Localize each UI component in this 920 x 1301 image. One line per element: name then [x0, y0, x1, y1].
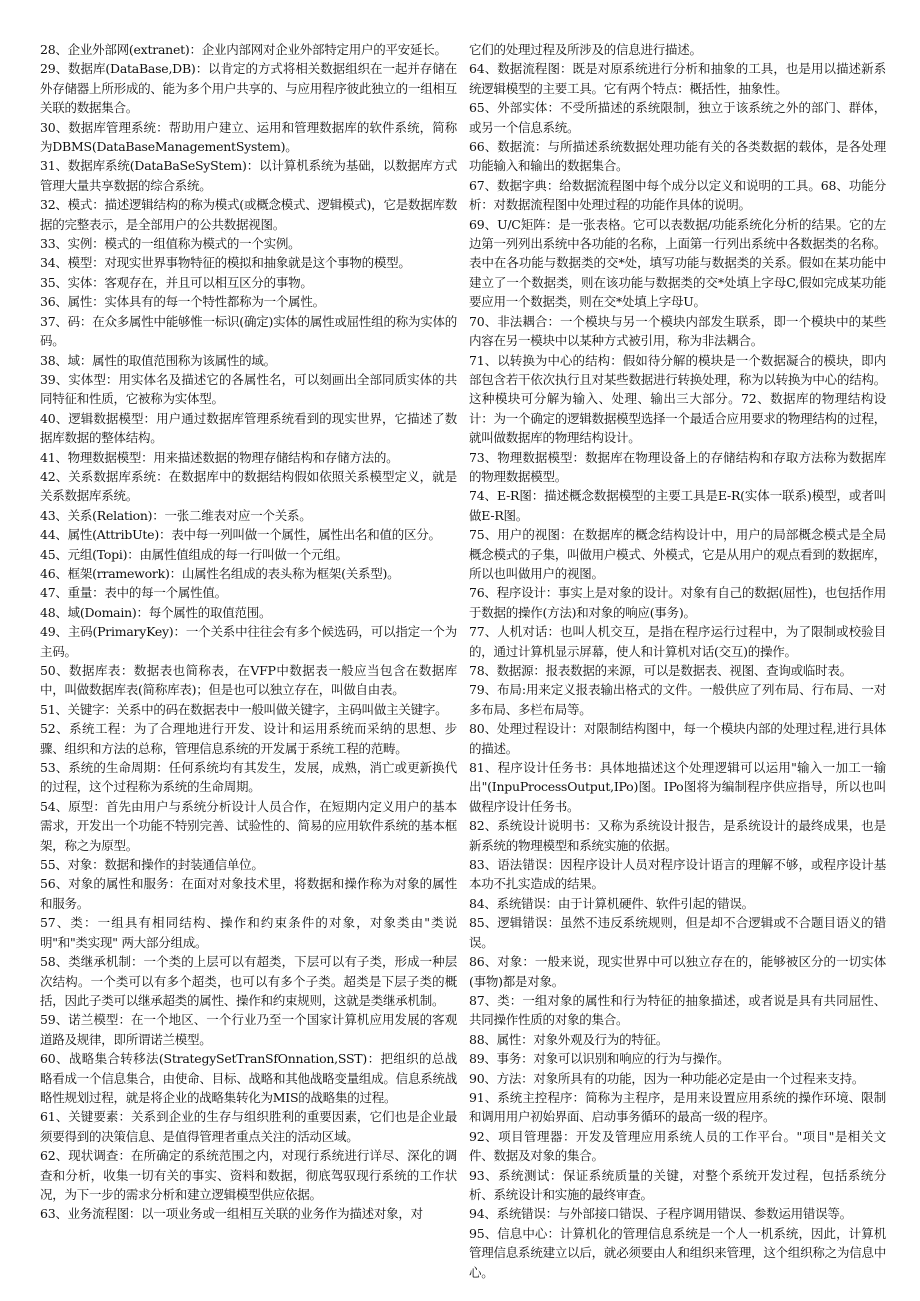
definition-entry: 33、实例：模式的一组值称为模式的一个实例。: [40, 236, 301, 252]
definition-entry: 91、系统主控程序：简称为主程序，是用来设置应用系统的操作环境、限制和调用用户初始界面、启动事务循环的最高一级的程序。: [469, 1089, 886, 1125]
definition-entry: 76、程序设计：事实上是对象的设计。对象有自己的数据(屈性)，也包括作用于数据的操作(方法)和对象的响应(事务)。: [469, 585, 886, 620]
definition-entry: 87、类：一组对象的属性和行为特征的抽象描述，或者说是具有共同屈性、共同操作性质的对象的集合。: [469, 992, 886, 1028]
definition-entry: 92、项目管理器：开发及管理应用系统人员的工作平台。"项目"是相关文件、数据及对象的集合。: [469, 1128, 886, 1164]
definition-entry: 53、系统的生命周期：任何系统均有其发生，发展，成熟，消亡或更新换代的过程，这个过程称为系统的生命周期。: [40, 760, 457, 795]
definition-entry: 80、处理过程设计：对限制结构图中，每一个模块内部的处理过程,进行具体的描述。: [469, 721, 886, 756]
definition-entry: 55、对象：数据和操作的封装通信单位。: [40, 857, 264, 873]
definition-entry: 36、属性：实体具有的每一个特性都称为一个属性。: [40, 294, 325, 310]
definition-entry: 69、U/C矩阵：是一张表格。它可以表数据/功能系统化分析的结果。它的左边第一列列出系统中各功能的名称，上面第一行列出系统中各数据类的名称。表中在各功能与数据类的交*处，填写功能与数据类的关系。假如在某功能中建立了一个数据类，则在该功能与数据类的交*处填上字母C,假如完成某功能要应用一个数据类，则在交*处填上字母U。: [469, 216, 886, 310]
definition-entry: 89、事务：对象可以识别和响应的行为与操作。: [469, 1051, 730, 1067]
definition-entry: 94、系统错误：与外部接口错误、子程序调用错误、参数运用错误等。: [469, 1206, 852, 1222]
definition-entry: 39、实体型：用实体名及描述它的各属性名，可以刻画出全部同质实体的共同特征和性质，它被称为实体型。: [40, 371, 457, 407]
definition-entry: 59、诺兰模型：在一个地区、一个行业乃至一个国家计算机应用发展的客观道路及规律，即所谓诺兰模型。: [40, 1012, 457, 1047]
definition-entry: 64、数据流程图：既是对原系统进行分析和抽象的工具，也是用以描述新系统逻辑模型的主要工具。它有两个特点：概括性，抽象性。: [469, 61, 886, 96]
definition-entry: 93、系统测试：保证系统质量的关键，对整个系统开发过程，包括系统分析、系统设计和实施的最终审查。: [469, 1167, 886, 1202]
definition-entry: 49、主码(PrimaryKey)：一个关系中往往会有多个候选码，可以指定一个为主码。: [40, 624, 457, 659]
definition-entry: 79、布局:用来定义报表输出格式的文件。一般供应了列布局、行布局、一对多布局、多栏布局等。: [469, 682, 886, 717]
definition-entry: 44、属性(AttribUte)：表中每一列叫做一个属性，属性出名和值的区分。: [40, 527, 441, 543]
definition-entry: 58、类继承机制：一个类的上层可以有超类，下层可以有子类，形成一种层次结构。一个类可以有多个超类，也可以有多个子类。超类是下层子类的概括，因此子类可以继承超类的属性、操作和约束规则，这就是类继承机制。: [40, 954, 457, 1008]
definition-entry: 84、系统错误：由于计算机硬件、软件引起的错误。: [469, 895, 754, 911]
right-column: [469, 40, 886, 1301]
definition-entry: 67、数据字典：给数据流程图中每个成分以定义和说明的工具。68、功能分析：对数据流程图中处理过程的功能作具体的说明。: [469, 177, 886, 213]
definition-entry: 46、框架(rramework)：山属性名组成的表头称为框架(关系型)。: [40, 565, 400, 581]
definition-entry: 29、数据库(DataBase,DB)：以肯定的方式将相关数据组织在一起并存储在外存储器上所形成的、能为多个用户共享的、与应用程序彼此独立的一组相互关联的数据集合。: [40, 61, 457, 116]
definition-entry: 82、系统设计说明书：又称为系统设计报告，是系统设计的最终成果，也是新系统的物理模型和系统实施的依据。: [469, 818, 886, 853]
definition-entry: 74、E-R图：描述概念数据模型的主要工具是E-R(实体一联系)模型，或者叫做E-R图。: [469, 488, 886, 523]
definition-entry: 52、系统工程：为了合理地进行开发、设计和运用系统而采纳的思想、步骤、组织和方法的总称，管理信息系统的开发属于系统工程的范畴。: [40, 721, 457, 756]
definition-entry: 51、关键字：关系中的码在数据表中一般叫做关键字，主码叫做主关键字。: [40, 701, 448, 717]
definition-entry: 83、语法错误：因程序设计人员对程序设计语言的理解不够，或程序设计基本功不扎实造成的结果。: [469, 857, 886, 892]
definition-entry: 63、业务流程图：以一项业务或一组相互关联的业务作为描述对象，对: [40, 1206, 423, 1222]
definition-entry: 78、数据源：报表数据的来源，可以是数据表、视图、查询或临时表。: [469, 663, 852, 678]
definition-entry: 60、战略集合转移法(StrategySetTranSfOnnation,SST)：把组织的总战略看成一个信息集合，由使命、目标、战略和其他战略变量组成。信息系统战略性规划过程，就是将企业的战略集转化为MIS的战略集的过程。: [40, 1051, 457, 1105]
left-column: [40, 40, 457, 1301]
definition-entry: 85、逻辑错误：虽然不违反系统规则，但是却不合逻辑或不合题目语义的错误。: [469, 915, 886, 950]
definition-entry: 54、原型：首先由用户与系统分析设计人员合作，在短期内定义用户的基本需求，开发出一个功能不特别完善、试验性的、简易的应用软件系统的基本框架，称之为原型。: [40, 798, 457, 853]
definition-entry: 95、信息中心：计算机化的管理信息系统是一个人一机系统，因此，计算机管理信息系统建立以后，就必须要由人和组织来管理，这个组织称之为信息中心。: [469, 1225, 886, 1280]
definition-entry: 28、企业外部网(extranet)：企业内部网对企业外部特定用户的平安延长。: [40, 42, 447, 57]
definition-entry: 75、用户的视图：在数据库的概念结构设计中，用户的局部概念模式是全局概念模式的子集，叫做用户模式、外模式，它是从用户的观点看到的数据库，所以也叫做用户的视图。: [469, 527, 886, 581]
definition-entry: 41、物理数据模型：用来描述数据的物理存储结构和存储方法的。: [40, 449, 399, 465]
definition-entry: 40、逻辑数据模型：用户通过数据库管理系统看到的现实世界，它描述了数据库数据的整体结构。: [40, 410, 457, 446]
definition-entry: 48、域(Domain)：每个属性的取值范围。: [40, 604, 272, 620]
definition-entry: 65、外部实体：不受所描述的系统限制，独立于该系统之外的部门、群体，或另一个信息系统。: [469, 100, 886, 135]
definition-entry: 88、属性：对象外观及行为的特征。: [469, 1031, 669, 1047]
definition-entry: 50、数据库表：数据表也简称表，在VFP中数据表一般应当包含在数据库中，叫做数据库表(简称库表)；但是也可以独立存在，叫做自由表。: [40, 663, 457, 698]
definition-entry: 34、模型：对现实世界事物特征的模拟和抽象就是这个事物的模型。: [40, 255, 411, 271]
definition-entry: 86、对象：一般来说，现实世界中可以独立存在的，能够被区分的一切实体(事物)都是对象。: [469, 954, 886, 989]
definition-entry: 42、关系数据库系统：在数据库中的数据结构假如依照关系模型定义，就是关系数据库系统。: [40, 468, 457, 504]
definition-entry: 32、模式：描述逻辑结构的称为模式(或概念模式、逻辑模式)，它是数据库数据的完整表示，是全部用户的公共数据视图。: [40, 197, 457, 232]
definition-entry: 66、数据流：与所描述系统数据处理功能有关的各类数据的载体，是各处理功能输入和输出的数据集合。: [469, 139, 886, 174]
definition-entry: 62、现状调查：在所确定的系统范围之内，对现行系统进行详尽、深化的调查和分析，收集一切有关的事实、资料和数据，彻底驾驭现行系统的工作状况，为下一步的需求分析和建立逻辑模型供应依据。: [40, 1148, 457, 1202]
definition-entry: 73、物理数据模型：数据库在物理设备上的存储结构和存取方法称为数据库的物理数据模型。: [469, 449, 886, 484]
definition-entry: 45、元组(Topi)：由属性值组成的每一行叫做一个元组。: [40, 546, 348, 562]
definition-entry: 56、对象的属性和服务：在面对对象技术里，将数据和操作称为对象的属性和服务。: [40, 876, 457, 911]
definition-entry: 71、以转换为中心的结构：假如待分解的模块是一个数据凝合的模块，即内部包含若干依次执行且对某些数据进行转换处理，称为以转换为中心的结构。这种模块可分解为输入、处理、输出三大部分。72、数据库的物理结构设计：为一个确定的逻辑数据模型选择一个最适合应用要求的物理结构的过程，就叫做数据库的物理结构设计。: [469, 352, 886, 446]
definition-entry: 31、数据库系统(DataBaSeSyStem)：以计算机系统为基础，以数据库方式管理大量共享数据的综合系统。: [40, 158, 457, 193]
definition-entry: 它们的处理过程及所涉及的信息进行描述。: [469, 42, 702, 57]
definition-entry: 81、程序设计任务书：具体地描述这个处理逻辑可以运用"输入一加工一输出"(InpuProcessOutput,IPo)图。IPo图将为编制程序供应指导，所以也叫做程序设计任务书。: [469, 760, 886, 814]
definition-entry: 43、关系(Relation)：一张二维表对应一个关系。: [40, 507, 312, 523]
definition-entry: 30、数据库管理系统：帮助用户建立、运用和管理数据库的软件系统，简称为DBMS(DataBaseManagementSystem)。: [40, 119, 457, 155]
definition-entry: 57、类：一组具有相同结构、操作和约束条件的对象，对象类由"类说明"和"类实现" 两大部分组成。: [40, 915, 457, 950]
definition-entry: 61、关键要素：关系到企业的生存与组织胜利的重要因素，它们也是企业最须要得到的决策信息、是值得管理者重点关注的活动区域。: [40, 1109, 457, 1144]
definition-entry: 47、重量：表中的每一个属性值。: [40, 585, 227, 601]
definition-entry: 90、方法：对象所具有的功能，因为一种功能必定是由一个过程来支持。: [469, 1070, 865, 1086]
definition-entry: 77、人机对话：也叫人机交互，是指在程序运行过程中，为了限制或校验目的，通过计算机显示屏幕，使人和计算机对话(交互)的操作。: [469, 624, 886, 659]
definition-entry: 35、实体：客观存在，并且可以相互区分的事物。: [40, 274, 313, 290]
definition-entry: 38、域：属性的取值范围称为该属性的域。: [40, 352, 276, 368]
definition-entry: 70、非法耦合：一个模块与另一个模块内部发生联系，即一个模块中的某些内容在另一模块中以某种方式被引用，称为非法耦合。: [469, 313, 886, 349]
definition-entry: 37、码：在众多属性中能够惟一标识(确定)实体的属性或屈性组的称为实体的码。: [40, 313, 457, 349]
